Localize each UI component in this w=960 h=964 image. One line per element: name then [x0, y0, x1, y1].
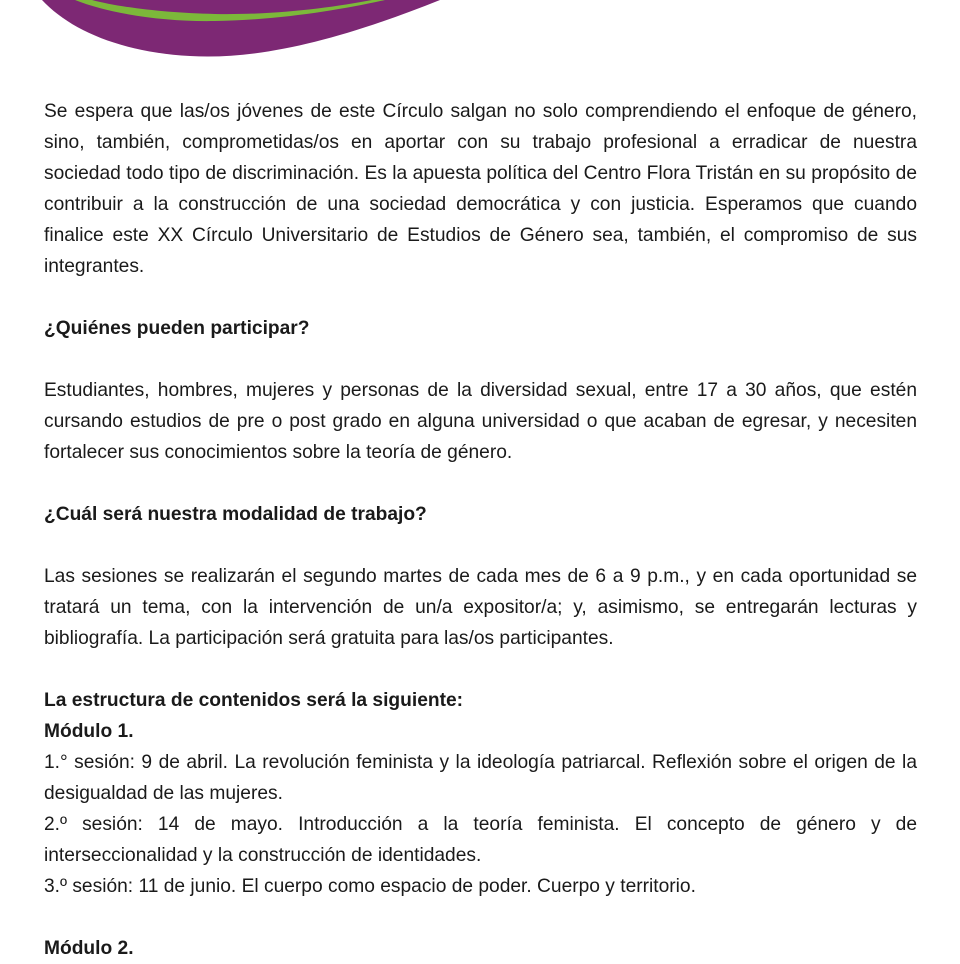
- document-body: [44, 96, 917, 964]
- module-2-heading: Módulo 2.: [44, 938, 134, 959]
- work-modality-paragraph: Las sesiones se realizarán el segundo martes de cada mes de 6 a 9 p.m., y en cada oportunidad se tratará un tema, con la intervención de un/a expositor/a; y, asimismo, se entregarán lecturas y bibliografía. La participación será gratuita para las/os participantes.: [44, 566, 917, 649]
- session-item-2: 2.º sesión: 14 de mayo. Introducción a la teoría feminista. El concepto de género y de interseccionalidad y la construcción de identidades.: [44, 814, 917, 866]
- who-can-participate-paragraph: Estudiantes, hombres, mujeres y personas de la diversidad sexual, entre 17 a 30 años, que estén cursando estudios de pre o post grado en alguna universidad o que acaban de egresar, y necesiten fortalecer sus conocimientos sobre la teoría de género.: [44, 380, 917, 463]
- session-item-1: 1.° sesión: 9 de abril. La revolución feminista y la ideología patriarcal. Reflexión sobre el origen de la desigualdad de las mujeres.: [44, 752, 917, 804]
- who-can-participate-heading: ¿Quiénes pueden participar?: [44, 318, 310, 339]
- header-wave-decoration: [0, 0, 960, 70]
- session-item-3: 3.º sesión: 11 de junio. El cuerpo como espacio de poder. Cuerpo y territorio.: [44, 876, 696, 897]
- module-1-heading: Módulo 1.: [44, 721, 134, 742]
- intro-paragraph: Se espera que las/os jóvenes de este Círculo salgan no solo comprendiendo el enfoque de género, sino, también, comprometidas/os en aportar con su trabajo profesional a erradicar de nuestra sociedad todo tipo de discriminación. Es la apuesta política del Centro Flora Tristán en su propósito de contribuir a la construcción de una sociedad democrática y con justicia. Esperamos que cuando finalice este XX Círculo Universitario de Estudios de Género sea, también, el compromiso de sus integrantes.: [44, 101, 917, 277]
- work-modality-heading: ¿Cuál será nuestra modalidad de trabajo?: [44, 504, 427, 525]
- content-structure-heading: La estructura de contenidos será la siguiente:: [44, 690, 464, 711]
